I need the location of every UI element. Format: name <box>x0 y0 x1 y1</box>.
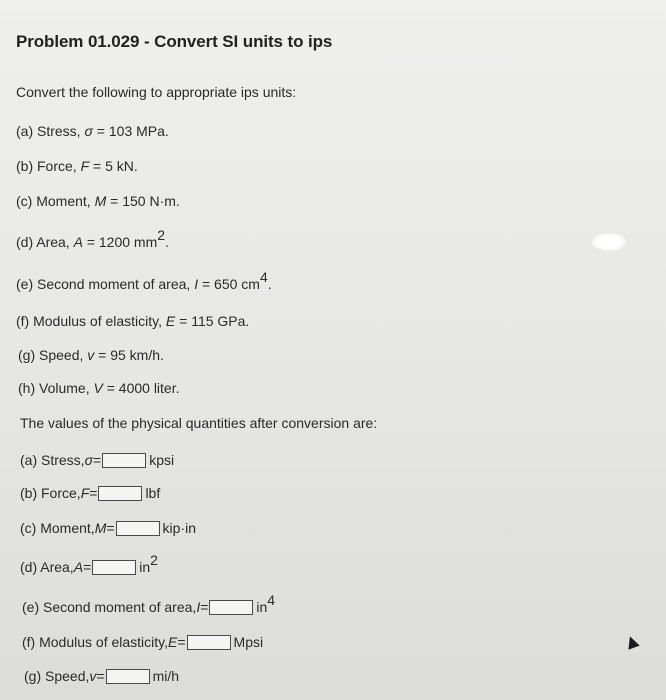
answer-unit: lbf <box>145 485 161 501</box>
given-value: = 650 cm <box>198 276 260 292</box>
mouse-cursor-icon <box>624 634 639 649</box>
given-symbol: E <box>165 313 176 329</box>
given-label: (c) Moment, <box>16 193 95 209</box>
given-label: (h) Volume, <box>18 380 94 396</box>
given-label: (b) Force, <box>16 158 81 174</box>
screen-glare <box>592 233 626 251</box>
answer-unit: in <box>256 599 268 615</box>
given-symbol: I <box>194 276 199 292</box>
answer-label: (a) Stress, <box>20 452 85 468</box>
answer-area-input[interactable] <box>92 560 136 575</box>
answer-second-moment-input[interactable] <box>209 600 253 615</box>
given-value: = 103 MPa. <box>92 123 169 139</box>
answer-equals: = <box>93 452 102 468</box>
answer-unit: Mpsi <box>233 634 264 650</box>
given-symbol: V <box>93 380 103 396</box>
given-second-moment <box>16 269 272 292</box>
given-moment <box>16 193 180 209</box>
given-stress <box>16 123 169 139</box>
given-value: = 150 N·m. <box>106 193 180 209</box>
given-symbol: F <box>80 158 90 174</box>
answer-label: (g) Speed, <box>24 668 90 684</box>
answer-unit-group <box>256 592 276 615</box>
answer-label: (d) Area, <box>20 559 74 575</box>
answer-label: (b) Force, <box>20 485 81 501</box>
answer-exponent: 2 <box>150 552 158 568</box>
answer-moment-input[interactable] <box>116 521 160 536</box>
answer-equals: = <box>106 520 115 536</box>
prompt-text: Convert the following to appropriate ips units: <box>16 84 297 100</box>
answer-label: (c) Moment, <box>20 520 95 536</box>
given-symbol: A <box>73 234 83 250</box>
answer-equals: = <box>89 485 98 501</box>
answer-exponent: 4 <box>267 592 276 608</box>
answer-symbol: v <box>89 668 97 684</box>
answer-modulus-input[interactable] <box>187 635 231 650</box>
answer-force-input[interactable] <box>98 486 142 501</box>
answer-speed-row <box>24 668 179 684</box>
answer-force-row <box>20 485 160 501</box>
answer-label: (f) Modulus of elasticity, <box>22 634 169 650</box>
given-symbol: σ <box>84 123 93 139</box>
answer-symbol: σ <box>84 452 94 468</box>
given-value: = 1200 mm <box>82 234 158 250</box>
answer-second-moment-row <box>22 592 276 615</box>
given-exponent: 2 <box>157 227 166 243</box>
given-label: (e) Second moment of area, <box>16 276 195 292</box>
answer-symbol: F <box>80 485 90 501</box>
answer-stress-row <box>20 452 174 468</box>
answer-unit: kpsi <box>149 452 175 468</box>
answer-area-row <box>20 552 158 575</box>
answer-equals: = <box>177 634 186 650</box>
answer-unit: mi/h <box>152 668 180 684</box>
given-label: (d) Area, <box>16 234 74 250</box>
given-symbol: M <box>94 193 107 209</box>
given-tail: . <box>267 276 272 292</box>
answer-label: (e) Second moment of area, <box>22 599 197 615</box>
given-symbol: v <box>87 347 95 363</box>
results-heading: The values of the physical quantities after conversion are: <box>20 415 378 431</box>
given-tail: . <box>165 234 169 250</box>
given-exponent: 4 <box>259 269 268 285</box>
answer-stress-input[interactable] <box>102 453 146 468</box>
answer-equals: = <box>96 668 105 684</box>
answer-symbol: E <box>168 634 178 650</box>
given-force <box>16 158 138 174</box>
given-speed <box>18 347 164 363</box>
given-value: = 115 GPa. <box>175 313 250 329</box>
answer-symbol: M <box>94 520 107 536</box>
answer-speed-input[interactable] <box>106 669 150 684</box>
answer-symbol: A <box>73 559 84 575</box>
given-value: = 95 km/h. <box>94 347 164 363</box>
given-value: = 4000 liter. <box>102 380 180 396</box>
given-volume <box>18 380 180 396</box>
problem-title: Problem 01.029 - Convert SI units to ips <box>16 32 333 51</box>
given-label: (f) Modulus of elasticity, <box>16 313 166 329</box>
given-value: = 5 kN. <box>89 158 138 174</box>
answer-unit: kip·in <box>162 520 197 536</box>
answer-moment-row <box>20 520 196 536</box>
answer-unit-group <box>139 552 158 575</box>
answer-equals: = <box>200 599 209 615</box>
given-label: (a) Stress, <box>16 123 85 139</box>
answer-modulus-row <box>22 634 263 650</box>
given-label: (g) Speed, <box>18 347 88 363</box>
answer-symbol: I <box>196 599 201 615</box>
given-modulus <box>16 313 249 329</box>
answer-equals: = <box>83 559 92 575</box>
given-area <box>16 227 169 250</box>
answer-unit: in <box>139 559 151 575</box>
